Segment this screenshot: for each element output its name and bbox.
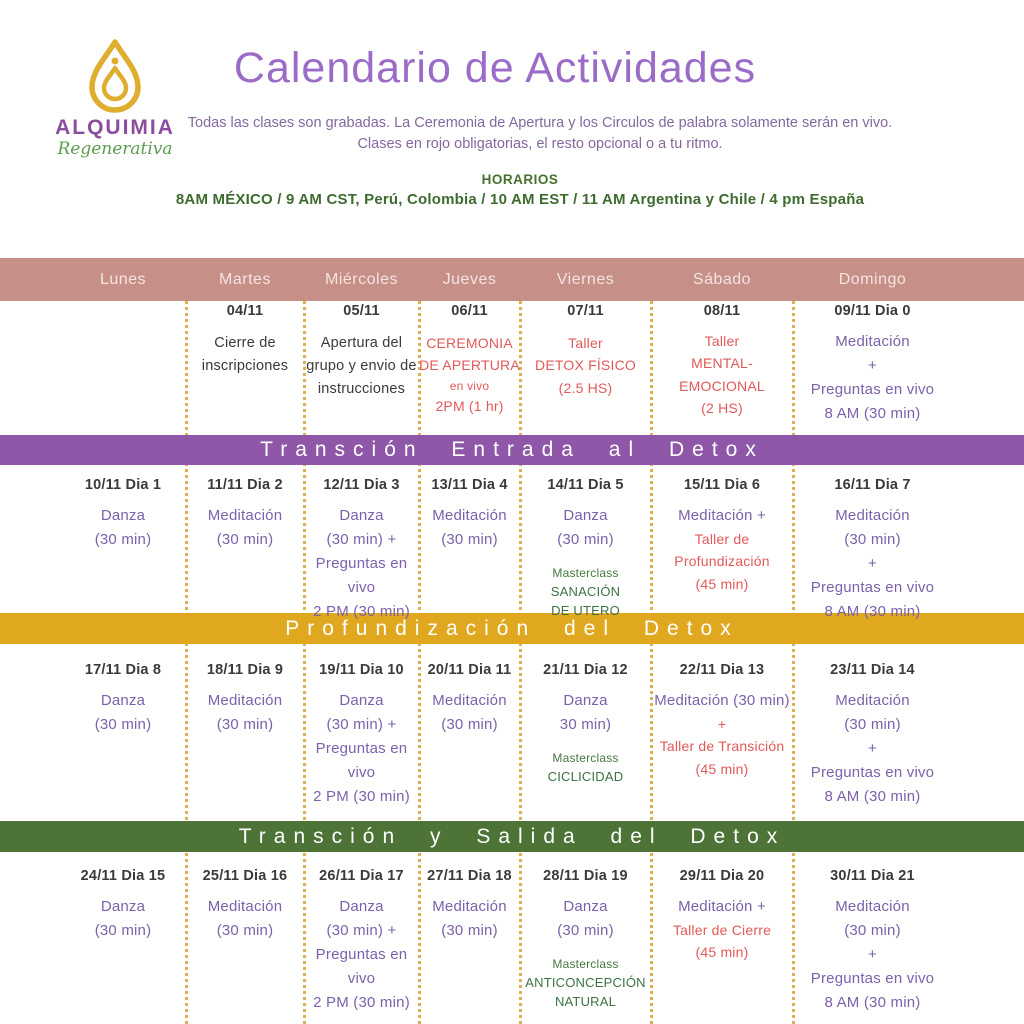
calendar-cell bbox=[520, 868, 651, 1012]
activity-line: (2.5 HS) bbox=[558, 379, 613, 396]
activity-line: Meditación bbox=[835, 333, 910, 350]
calendar-cell bbox=[186, 303, 304, 378]
day-header-martes: Martes bbox=[219, 270, 271, 288]
cell-date: 22/11 Dia 13 bbox=[679, 662, 765, 678]
calendar-cell bbox=[304, 662, 419, 809]
activity-line: Danza bbox=[563, 898, 608, 915]
day-header-lunes: Lunes bbox=[99, 270, 147, 288]
activity-line: Danza bbox=[100, 898, 146, 915]
activity-line: 8 AM (30 min) bbox=[824, 603, 921, 620]
activity-line: (30 min) bbox=[557, 531, 614, 548]
activity-line: 2 PM (30 min) bbox=[313, 994, 410, 1011]
calendar-cell bbox=[651, 303, 793, 420]
calendar-cell bbox=[186, 868, 304, 943]
calendar-cell bbox=[304, 477, 419, 624]
cell-date: 20/11 Dia 11 bbox=[427, 662, 512, 678]
weekday-header-band bbox=[0, 258, 1024, 301]
activity-line: (30 min) bbox=[441, 922, 498, 939]
activity-line: Masterclass bbox=[552, 957, 619, 971]
activity-line: Meditación + bbox=[678, 507, 766, 524]
activity-line: + bbox=[868, 946, 877, 963]
activity-line: Meditación bbox=[207, 898, 283, 915]
calendar-cell bbox=[520, 303, 651, 399]
subtitle-line2: Clases en rojo obligatorias, el resto opcional o a tu ritmo. bbox=[357, 135, 723, 152]
cell-date: 19/11 Dia 10 bbox=[319, 662, 404, 678]
activity-line: Danza bbox=[339, 898, 384, 915]
activity-line: (30 min) bbox=[216, 716, 274, 733]
calendar-cell bbox=[520, 662, 651, 786]
activity-line: DETOX FÍSICO bbox=[535, 357, 636, 374]
calendar-cell bbox=[419, 662, 520, 737]
cell-date: 29/11 Dia 20 bbox=[679, 868, 765, 884]
calendar-cell bbox=[60, 868, 186, 943]
calendar-cell bbox=[419, 477, 520, 552]
cell-date: 13/11 Dia 4 bbox=[431, 477, 508, 493]
activity-line: Meditación bbox=[432, 507, 507, 524]
activity-line: Danza bbox=[339, 507, 384, 524]
day-header-jueves: Jueves bbox=[442, 270, 497, 288]
activity-line: MENTAL- bbox=[691, 355, 753, 372]
activity-line: (30 min) bbox=[844, 531, 901, 548]
subtitle-line1: Todas las clases son grabadas. La Ceremonia de Apertura y los Circulos de palabra solamente serán en vivo. bbox=[187, 115, 893, 131]
activity-line: (30 min) bbox=[216, 922, 274, 939]
calendar-cell bbox=[186, 662, 304, 737]
activity-line: (45 min) bbox=[695, 575, 749, 592]
activity-line: Taller de bbox=[694, 531, 750, 547]
activity-line: SANACIÓN bbox=[550, 583, 621, 599]
cell-date: 28/11 Dia 19 bbox=[543, 868, 628, 884]
activity-line: 2PM (1 hr) bbox=[435, 397, 504, 414]
activity-line: Preguntas en vivo bbox=[810, 579, 935, 596]
activity-line: (30 min) + bbox=[326, 716, 397, 733]
cell-date: 16/11 Dia 7 bbox=[834, 477, 911, 493]
cell-date: 25/11 Dia 16 bbox=[202, 868, 288, 884]
activity-line: DE UTERO bbox=[551, 603, 620, 619]
calendar-cell bbox=[419, 303, 520, 417]
activity-line: EMOCIONAL bbox=[679, 377, 765, 394]
activity-line: ANTICONCEPCIÓN bbox=[525, 974, 646, 990]
day-header-domingo: Domingo bbox=[838, 270, 907, 288]
activity-line: (30 min) bbox=[94, 531, 152, 548]
activity-line: Meditación (30 min) bbox=[654, 692, 790, 709]
cell-date: 11/11 Dia 2 bbox=[207, 477, 283, 493]
cell-date: 18/11 Dia 9 bbox=[206, 662, 284, 678]
horarios-label: HORARIOS bbox=[481, 172, 559, 187]
calendar-cell bbox=[651, 477, 793, 595]
activity-line: Preguntas en vivo bbox=[810, 381, 935, 398]
activity-line: (30 min) bbox=[844, 922, 901, 939]
section-band-label: Profundización del Detox bbox=[285, 616, 739, 640]
activity-line: Meditación bbox=[207, 692, 283, 709]
cell-date: 21/11 Dia 12 bbox=[543, 662, 628, 678]
activity-line: Preguntas en vivo bbox=[315, 946, 408, 987]
activity-line: 8 AM (30 min) bbox=[824, 405, 921, 422]
cell-date: 30/11 Dia 21 bbox=[830, 868, 915, 884]
activity-line: (45 min) bbox=[695, 944, 749, 961]
activity-line: 8 AM (30 min) bbox=[824, 788, 921, 805]
activity-line: en vivo bbox=[449, 378, 490, 393]
cell-date: 23/11 Dia 14 bbox=[830, 662, 915, 678]
activity-line: (30 min) bbox=[441, 531, 498, 548]
cell-date: 17/11 Dia 8 bbox=[84, 662, 162, 678]
activity-line: Meditación bbox=[432, 692, 507, 709]
activity-line: 2 PM (30 min) bbox=[313, 603, 410, 620]
activity-line: Masterclass bbox=[552, 566, 619, 580]
activity-line: (30 min) bbox=[94, 922, 152, 939]
activity-line: Danza bbox=[339, 692, 384, 709]
activity-line: Taller de Transición bbox=[659, 738, 785, 755]
activity-line: Meditación bbox=[432, 898, 507, 915]
activity-line: Taller bbox=[704, 333, 740, 349]
activity-line: Preguntas en vivo bbox=[315, 555, 408, 596]
activity-line: Taller bbox=[568, 335, 603, 351]
calendar-cell bbox=[520, 477, 651, 621]
day-header-miercoles: Miércoles bbox=[325, 270, 398, 288]
section-band-salida bbox=[0, 821, 1024, 852]
drop-icon bbox=[40, 38, 190, 114]
activity-line: 30 min) bbox=[559, 716, 612, 733]
activity-line: Meditación + bbox=[678, 898, 766, 915]
section-band-entrada bbox=[0, 435, 1024, 465]
activity-line: (2 HS) bbox=[701, 400, 743, 417]
calendar-cell bbox=[304, 303, 419, 402]
activity-line: Danza bbox=[100, 507, 146, 524]
calendar-cell bbox=[304, 868, 419, 1015]
activity-line: (30 min) bbox=[216, 531, 274, 548]
horarios-value: 8AM MÉXICO / 9 AM CST, Perú, Colombia / 10 AM EST / 11 AM Argentina y Chile / 4 pm España bbox=[175, 191, 865, 208]
activity-line: Preguntas en vivo bbox=[810, 764, 935, 781]
cell-date: 24/11 Dia 15 bbox=[80, 868, 166, 884]
cell-date: 10/11 Dia 1 bbox=[84, 477, 162, 493]
cell-date: 04/11 bbox=[226, 303, 264, 319]
activity-line: Preguntas en vivo bbox=[315, 740, 408, 781]
activity-line: Meditación bbox=[835, 692, 910, 709]
cell-date: 14/11 Dia 5 bbox=[547, 477, 624, 493]
section-band-label: Transción Entrada al Detox bbox=[260, 438, 764, 461]
calendar-cell bbox=[793, 477, 952, 624]
activity-line: (30 min) bbox=[557, 922, 614, 939]
calendar-cell bbox=[651, 662, 793, 780]
activity-line: CICLICIDAD bbox=[547, 768, 624, 784]
calendar-cell bbox=[60, 662, 186, 737]
cell-date: 27/11 Dia 18 bbox=[427, 868, 512, 884]
calendar-cell bbox=[60, 477, 186, 552]
activity-line: Preguntas en vivo bbox=[810, 970, 935, 987]
activity-line: Taller de Cierre bbox=[672, 922, 772, 938]
calendar-cell bbox=[186, 477, 304, 552]
activity-line: Cierre de inscripciones bbox=[201, 335, 289, 375]
activity-line: Danza bbox=[563, 692, 608, 709]
calendar-cell bbox=[793, 303, 952, 426]
calendar-cell bbox=[419, 868, 520, 943]
page-title: Calendario de Actividades bbox=[233, 44, 757, 92]
activity-line: 8 AM (30 min) bbox=[824, 994, 921, 1011]
calendar-cell bbox=[793, 868, 952, 1015]
activity-line: (30 min) bbox=[844, 716, 901, 733]
activity-line: Meditación bbox=[835, 507, 910, 524]
activity-line: (45 min) bbox=[695, 760, 749, 777]
activity-line: + bbox=[868, 555, 877, 572]
logo-tagline: Regenerativa bbox=[57, 139, 173, 159]
cell-date: 12/11 Dia 3 bbox=[323, 477, 400, 493]
section-band-label: Transción y Salida del Detox bbox=[238, 824, 786, 848]
cell-date: 09/11 Dia 0 bbox=[834, 303, 911, 319]
activity-line: (30 min) + bbox=[326, 922, 397, 939]
day-header-viernes: Viernes bbox=[556, 270, 615, 288]
activity-line: + bbox=[868, 357, 877, 374]
activity-line: Profundización bbox=[674, 553, 770, 570]
activity-line: Danza bbox=[563, 507, 608, 524]
activity-line: Meditación bbox=[835, 898, 910, 915]
activity-line: Meditación bbox=[207, 507, 283, 524]
activity-line: NATURAL bbox=[554, 994, 617, 1010]
activity-line: + bbox=[717, 716, 727, 732]
cell-date: 15/11 Dia 6 bbox=[683, 477, 761, 493]
activity-line: 2 PM (30 min) bbox=[313, 788, 410, 805]
logo-name: ALQUIMIA bbox=[55, 116, 175, 139]
activity-line: CEREMONIA DE APERTURA bbox=[419, 335, 520, 374]
cell-date: 07/11 bbox=[567, 303, 604, 319]
activity-line: (30 min) bbox=[94, 716, 152, 733]
activity-line: (30 min) + bbox=[326, 531, 397, 548]
activity-line: (30 min) bbox=[441, 716, 498, 733]
calendar-cell bbox=[651, 868, 793, 964]
activity-line: Apertura del grupo y envio de instrucciones bbox=[306, 335, 417, 398]
activity-line: Masterclass bbox=[552, 751, 619, 765]
cell-date: 06/11 bbox=[451, 303, 488, 319]
calendar-cell bbox=[793, 662, 952, 809]
cell-date: 05/11 bbox=[343, 303, 380, 319]
activity-line: Danza bbox=[100, 692, 146, 709]
cell-date: 26/11 Dia 17 bbox=[319, 868, 404, 884]
subtitle bbox=[140, 113, 940, 154]
day-header-sabado: Sábado bbox=[692, 270, 752, 288]
activity-line: + bbox=[868, 740, 877, 757]
cell-date: 08/11 bbox=[703, 303, 741, 319]
